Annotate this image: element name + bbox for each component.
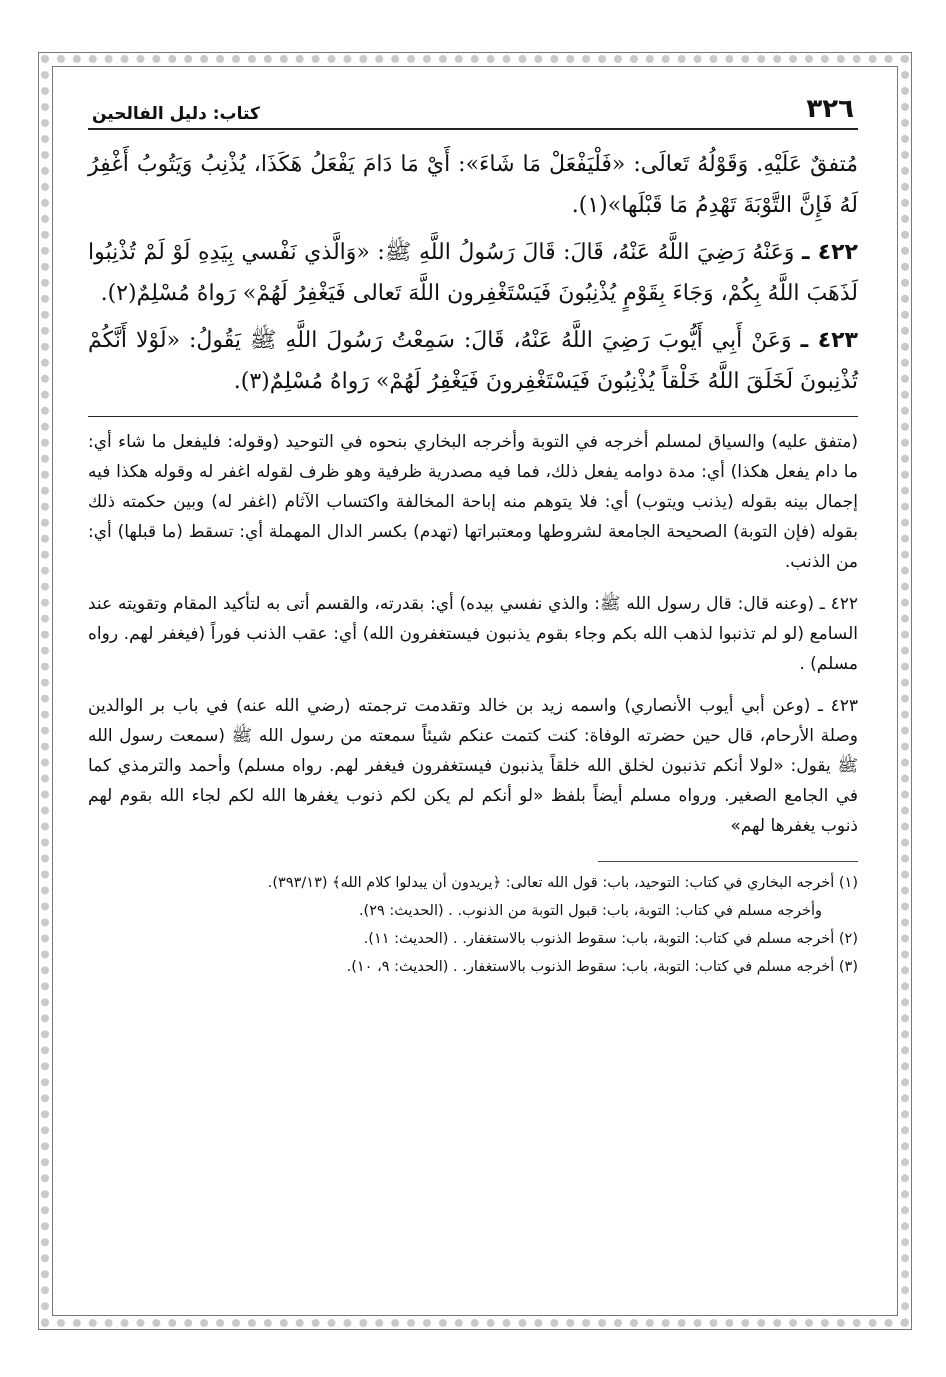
matn-paragraph: مُتفقٌ عَلَيْهِ. وَقَوْلُهُ تَعالَى: «فَلْيَفْعَلْ مَا شَاءَ»: أَيْ مَا دَامَ يَفْعَلُ هَكَذَا، يُذْنِبُ وَيَتُوبُ أَغْفِرُ لَهُ فَإِنَّ التَّوْبَةَ تَهْدِمُ مَا قَبْلَها»(١). <box>88 152 858 218</box>
page-content <box>88 86 858 982</box>
hadith-body: وَعَنْ أَبِي أَيُّوبَ رَضِيَ اللَّهُ عَنْهُ، قَالَ: سَمِعْتُ رَسُولَ اللَّهِ ﷺ يَقُولُ: «لَوْلا أَنَّكُمْ تُذْنِبونَ لَخَلَقَ اللَّهُ خَلْقاً يُذْنِبُونَ فَيَسْتَغْفِرونَ فَيَغْفِرُ لَهُمْ» رَواهُ مُسْلِمٌ(٣). <box>88 328 858 394</box>
hadith-423 <box>88 320 858 402</box>
hadith-text-section <box>88 144 858 402</box>
hadith-number: ٤٢٣ ـ <box>800 328 858 353</box>
footnote-divider <box>598 861 858 862</box>
section-divider <box>88 416 858 417</box>
footnotes <box>88 870 858 980</box>
commentary-paragraph: ٤٢٢ ـ (وعنه قال: قال رسول الله ﷺ: والذي نفسي بيده) أي: بقدرته، والقسم أتى به لتأكيد المقام وتقويته عند السامع (لو لم تذنبوا لذهب الله بكم وجاء بقوم يذنبون فيستغفرون الله) أي: عقب الذنب فوراً (فيغفر لهم. رواه مسلم) . <box>88 594 858 674</box>
footnote-3: (٣) أخرجه مسلم في كتاب: التوبة، باب: سقوط الذنوب بالاستغفار. . (الحديث: ٩، ١٠). <box>346 959 858 975</box>
commentary-paragraph: ٤٢٣ ـ (وعن أبي أيوب الأنصاري) واسمه زيد بن خالد وتقدمت ترجمته (رضي الله عنه) في باب بر الوالدين وصلة الأرحام، قال حين حضرته الوفاة: كنت كتمت عنكم شيئاً سمعته من رسول الله ﷺ (سمعت رسول الله ﷺ يقول: «لولا أنكم تذنبون لخلق الله خلقاً يذنبون فيستغفرون فيغفر لهم. رواه مسلم) وأحمد والترمذي كما في الجامع الصغير. ورواه مسلم أيضاً بلفظ «لو أنكم لم يكن لكم ذنوب يغفرها الله لكم لجاء الله بقوم لهم ذنوب يغفرها لهم» <box>88 696 858 836</box>
hadith-number: ٤٢٢ ـ <box>801 240 858 265</box>
hadith-422 <box>88 232 858 314</box>
footnote-2: (٢) أخرجه مسلم في كتاب: التوبة، باب: سقوط الذنوب بالاستغفار. . (الحديث: ١١). <box>363 931 858 947</box>
page-header <box>88 86 858 130</box>
hadith-body: وَعَنْهُ رَضِيَ اللَّهُ عَنْهُ، قَالَ: قَالَ رَسُولُ اللَّهِ ﷺ: «وَالَّذي نَفْسي بِيَدِهِ لَوْ لَمْ تُذْنِبُوا لَذَهَبَ اللَّهُ بِكُمْ، وَجَاءَ بِقَوْمٍ يُذْنِبُونَ فَيَسْتَغْفِرون اللَّهَ تَعالى فَيَغْفِرُ لَهُمْ» رَواهُ مُسْلِمٌ(٢). <box>88 240 858 306</box>
page-number: ٣٢٦ <box>806 94 854 124</box>
footnote-1: (١) أخرجه البخاري في كتاب: التوحيد، باب: قول الله تعالى: ﴿يريدون أن يبدلوا كلام الله﴾ (٣٩٣/١٣). <box>267 875 858 891</box>
footnote-1-continued: وأخرجه مسلم في كتاب: التوبة، باب: قبول التوبة من الذنوب. . (الحديث: ٢٩). <box>358 903 822 919</box>
running-title: كتاب: دليل الفالحين <box>92 104 260 124</box>
commentary-paragraph: (متفق عليه) والسياق لمسلم أخرجه في التوبة وأخرجه البخاري بنحوه في التوحيد (وقوله: فليفعل ما شاء أي: ما دام يفعل هكذا) أي: مدة دوامه يفعل ذلك، فما فيه مصدرية ظرفية وهو ظرف لقوله اغفر له وقوله هكذا فيه إجمال بينه بقوله (يذنب ويتوب) أي: فلا يتوهم منه إباحة المخالفة واكتساب الآثام (اغفر له) وبين حكمته ذلك بقوله (فإن التوبة) الصحيحة الجامعة لشروطها ومعتبراتها (تهدم) بكسر الدال المهملة أي: تسقط (ما قبلها) أي: من الذنب. <box>88 432 858 572</box>
commentary-section <box>88 427 858 841</box>
